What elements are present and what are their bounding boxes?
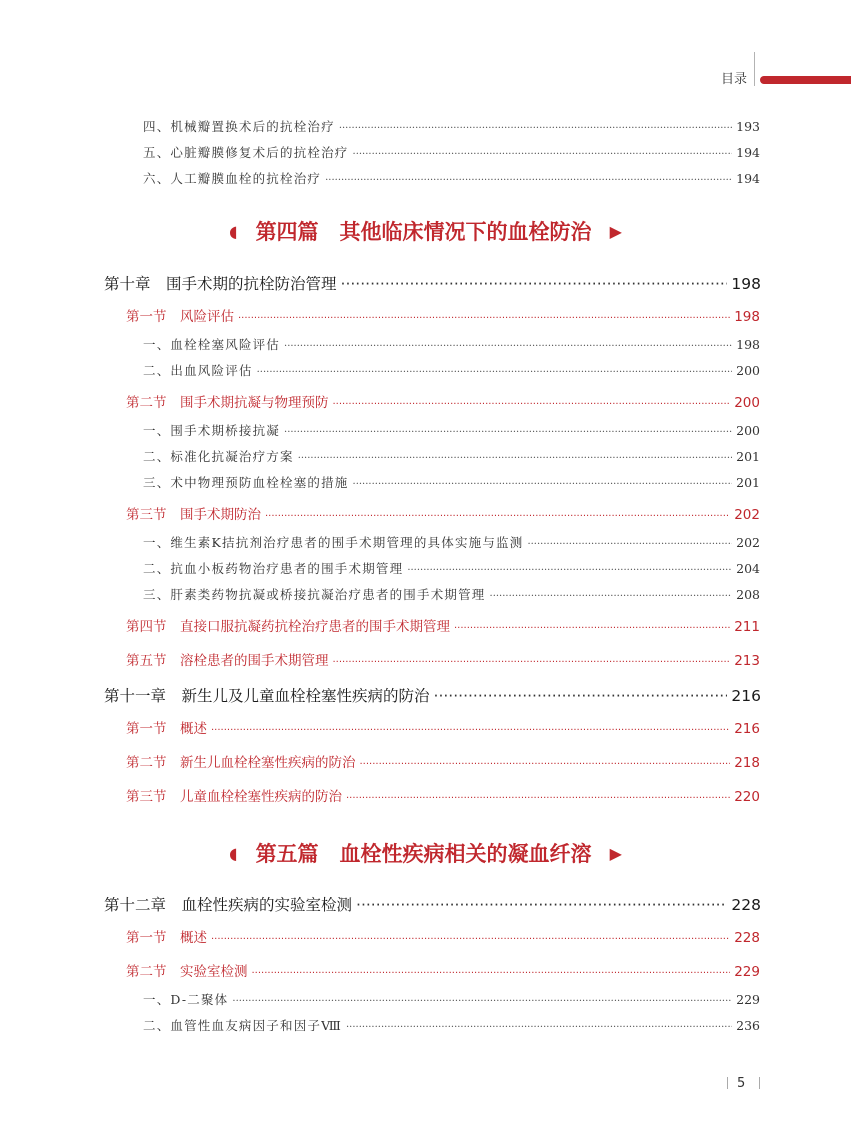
leader-dots [325, 175, 732, 186]
section-title: 第二节 新生儿血栓栓塞性疾病的防治 [126, 755, 356, 771]
footer-divider-right [759, 1077, 760, 1089]
leader-dots [232, 996, 732, 1007]
toc-item-label: 六、人工瓣膜血栓的抗栓治疗 [143, 171, 322, 186]
toc-page-number: 208 [736, 587, 760, 602]
leader-dots [238, 313, 730, 324]
toc-item[interactable] [143, 335, 760, 353]
toc-item[interactable] [143, 585, 760, 603]
toc-page-number: 202 [736, 535, 760, 550]
toc-item-label: 一、血栓栓塞风险评估 [143, 337, 281, 352]
toc-item[interactable] [143, 361, 760, 379]
toc-item-label: 二、抗血小板药物治疗患者的围手术期管理 [143, 561, 404, 576]
toc-page-number: 204 [736, 561, 760, 576]
toc-section[interactable] [126, 717, 760, 737]
header-accent-bar [760, 76, 851, 84]
toc-section[interactable] [126, 926, 760, 946]
toc-page-number: 200 [736, 423, 760, 438]
leader-dots [333, 657, 731, 668]
toc-item[interactable] [143, 473, 760, 491]
toc-item-label: 五、心脏瓣膜修复术后的抗栓治疗 [143, 145, 349, 160]
toc-item-label: 一、D-二聚体 [143, 992, 229, 1007]
leader-dots [346, 793, 730, 804]
section-title: 第二节 围手术期抗凝与物理预防 [126, 395, 329, 411]
leader-dots [356, 896, 727, 914]
toc-page-number: 218 [734, 755, 760, 771]
toc-page-number: 229 [736, 992, 760, 1007]
running-header: 目录 [721, 72, 748, 87]
toc-item[interactable] [143, 143, 760, 161]
header-divider [754, 52, 755, 86]
leader-dots [346, 1022, 732, 1033]
toc-item[interactable] [143, 990, 760, 1008]
toc-section[interactable] [126, 649, 760, 669]
toc-page-number: 194 [736, 145, 760, 160]
toc-section[interactable] [126, 305, 760, 325]
toc-chapter[interactable] [104, 893, 761, 915]
toc-page-number: 193 [736, 119, 760, 134]
toc-page-number: 229 [734, 964, 760, 980]
part-title-text: 第四篇 其他临床情况下的血栓防治 [255, 219, 592, 244]
toc-page-number: 228 [734, 930, 760, 946]
toc-item-label: 三、肝素类药物抗凝或桥接抗凝治疗患者的围手术期管理 [143, 587, 486, 602]
toc-item-label: 一、围手术期桥接抗凝 [143, 423, 281, 438]
chapter-title: 第十一章 新生儿及儿童血栓栓塞性疾病的防治 [104, 687, 430, 705]
footer-divider-left [727, 1077, 728, 1089]
leader-dots [407, 565, 732, 576]
toc-section[interactable] [126, 391, 760, 411]
part-title [0, 838, 851, 868]
toc-page-number: 198 [734, 309, 760, 325]
toc-page-number: 194 [736, 171, 760, 186]
toc-page-number: 236 [736, 1018, 760, 1033]
toc-page-number: 211 [734, 619, 760, 635]
triangle-right-icon: ▶ [609, 844, 622, 863]
toc-page-number: 220 [734, 789, 760, 805]
toc-page-number: 213 [734, 653, 760, 669]
toc-page-number: 198 [736, 337, 760, 352]
half-circle-left-icon: ◖ [229, 844, 238, 863]
section-title: 第一节 概述 [126, 930, 207, 946]
toc-page-number: 200 [736, 363, 760, 378]
leader-dots [211, 725, 730, 736]
section-title: 第四节 直接口服抗凝药抗栓治疗患者的围手术期管理 [126, 619, 450, 635]
toc-item[interactable] [143, 421, 760, 439]
toc-item[interactable] [143, 169, 760, 187]
leader-dots [333, 399, 731, 410]
part-title-text: 第五篇 血栓性疾病相关的凝血纤溶 [255, 841, 592, 866]
toc-chapter[interactable] [104, 272, 761, 294]
leader-dots [434, 687, 728, 705]
toc-item-label: 四、机械瓣置换术后的抗栓治疗 [143, 119, 335, 134]
toc-item[interactable] [143, 117, 760, 135]
section-title: 第五节 溶栓患者的围手术期管理 [126, 653, 329, 669]
toc-page-number: 198 [731, 275, 761, 293]
toc-item-label: 二、血管性血友病因子和因子Ⅷ [143, 1018, 342, 1033]
leader-dots [353, 479, 733, 490]
toc-item[interactable] [143, 559, 760, 577]
toc-item[interactable] [143, 533, 760, 551]
toc-item[interactable] [143, 447, 760, 465]
toc-item-label: 二、标准化抗凝治疗方案 [143, 449, 294, 464]
toc-section[interactable] [126, 960, 760, 980]
toc-page-number: 201 [736, 449, 760, 464]
toc-page-number: 200 [734, 395, 760, 411]
toc-item-label: 一、维生素K拮抗剂治疗患者的围手术期管理的具体实施与监测 [143, 535, 524, 550]
leader-dots [257, 367, 733, 378]
chapter-title: 第十章 围手术期的抗栓防治管理 [104, 275, 337, 293]
toc-section[interactable] [126, 615, 760, 635]
toc-page-number: 202 [734, 507, 760, 523]
leader-dots [490, 591, 733, 602]
toc-item-label: 三、术中物理预防血栓栓塞的措施 [143, 475, 349, 490]
section-title: 第一节 风险评估 [126, 309, 234, 325]
section-title: 第三节 围手术期防治 [126, 507, 261, 523]
page-number: 5 [737, 1076, 746, 1091]
half-circle-left-icon: ◖ [229, 222, 238, 241]
toc-section[interactable] [126, 785, 760, 805]
triangle-right-icon: ▶ [609, 222, 622, 241]
leader-dots [298, 453, 732, 464]
toc-chapter[interactable] [104, 684, 761, 706]
leader-dots [527, 539, 732, 550]
toc-page-number: 228 [731, 896, 761, 914]
section-title: 第一节 概述 [126, 721, 207, 737]
leader-dots [284, 427, 732, 438]
section-title: 第三节 儿童血栓栓塞性疾病的防治 [126, 789, 342, 805]
leader-dots [339, 123, 732, 134]
part-title [0, 216, 851, 246]
chapter-title: 第十二章 血栓性疾病的实验室检测 [104, 896, 353, 914]
toc-item-label: 二、出血风险评估 [143, 363, 253, 378]
toc-page-number: 216 [734, 721, 760, 737]
section-title: 第二节 实验室检测 [126, 964, 248, 980]
leader-dots [211, 934, 730, 945]
leader-dots [454, 623, 730, 634]
toc-page-number: 216 [731, 687, 761, 705]
leader-dots [265, 511, 730, 522]
toc-section[interactable] [126, 503, 760, 523]
toc-section[interactable] [126, 751, 760, 771]
leader-dots [360, 759, 731, 770]
leader-dots [341, 275, 728, 293]
leader-dots [284, 341, 732, 352]
leader-dots [252, 968, 731, 979]
toc-item[interactable] [143, 1016, 760, 1034]
toc-page-number: 201 [736, 475, 760, 490]
leader-dots [353, 149, 733, 160]
